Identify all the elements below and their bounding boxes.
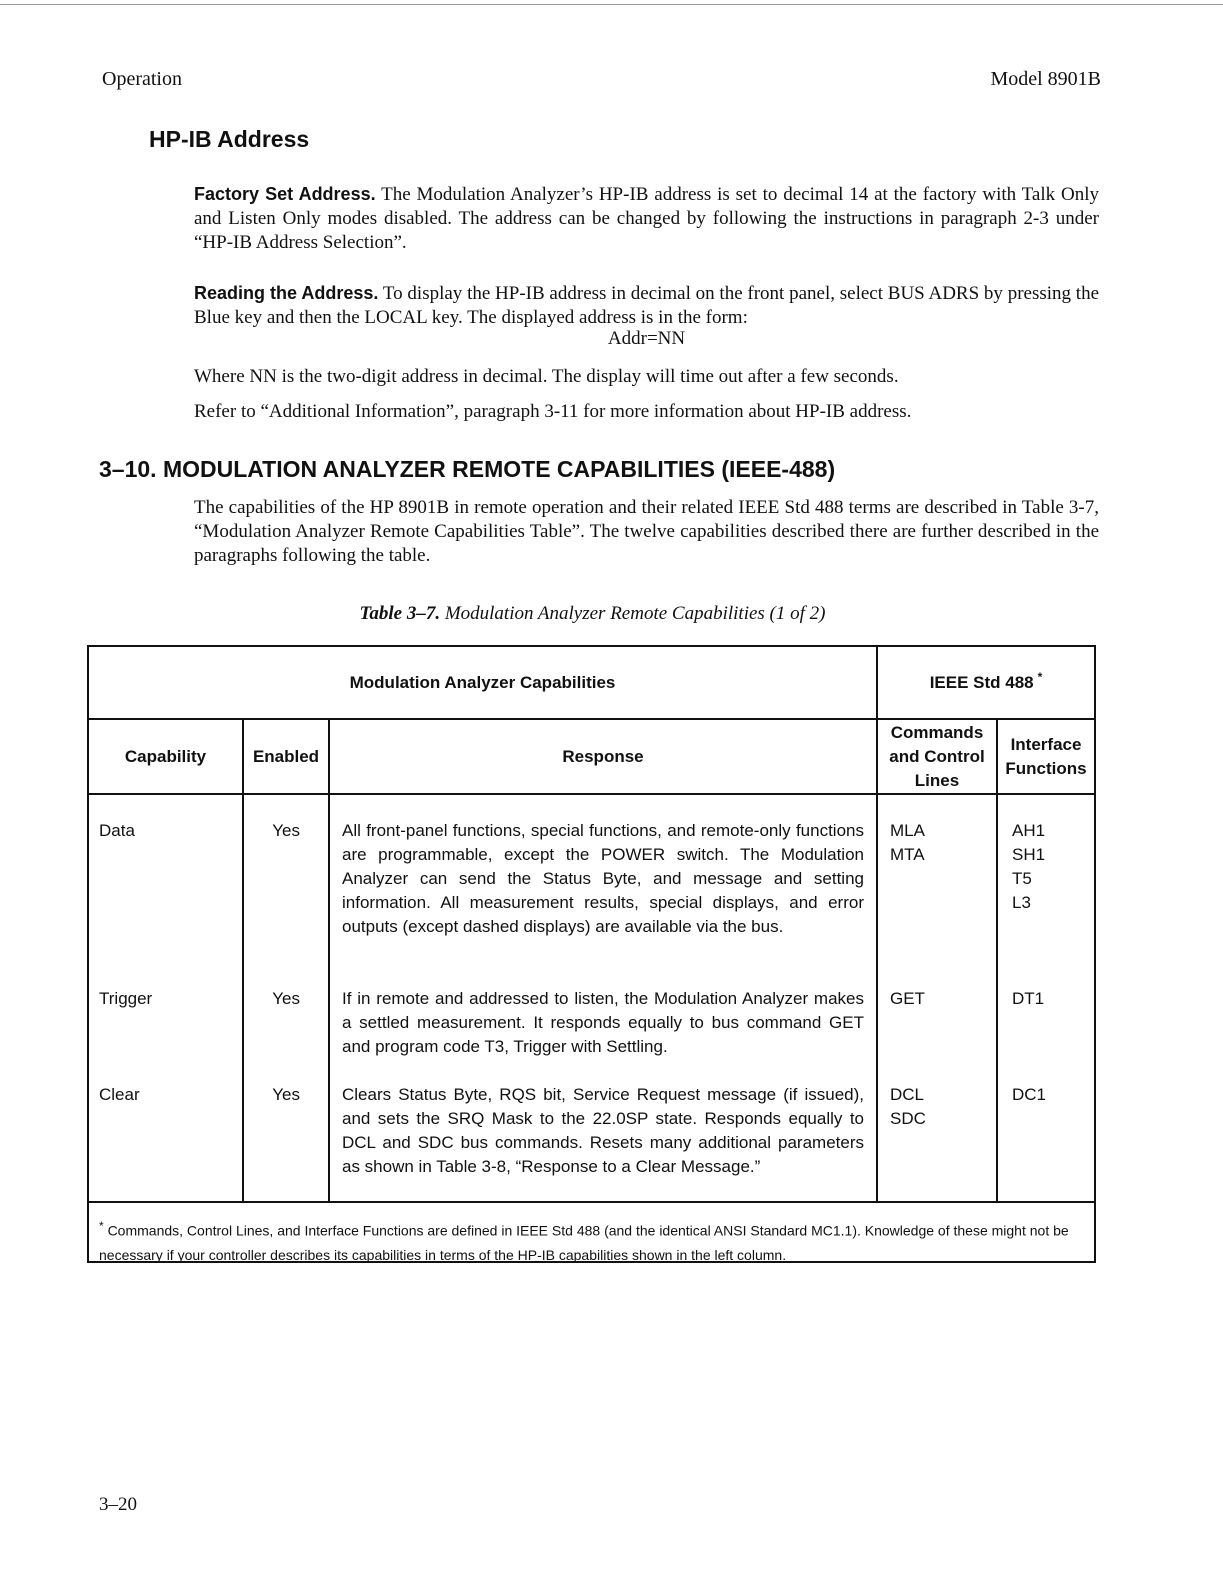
row-clear-response: Clears Status Byte, RQS bit, Service Request message (if issued), and sets the SRQ Mask to the 22.0SP state. Responds equally to DCL and SDC bus commands. Resets many additional parameters as shown in Table 3-8, “Response to a Clear Message.” — [342, 1085, 864, 1176]
interface-item: SH1 — [1012, 845, 1046, 864]
table-caption-text: Modulation Analyzer Remote Capabilities (1 of 2) — [444, 603, 826, 624]
row-trigger-capability: Trigger — [99, 989, 153, 1008]
running-header-right: Model 8901B — [990, 68, 1101, 90]
interface-item: AH1 — [1012, 821, 1046, 840]
row-trigger-response: If in remote and addressed to listen, the Modulation Analyzer makes a settled measurement. It responds equally to bus command GET and program code T3, Trigger with Settling. — [342, 989, 864, 1056]
factory-set-text: The Modulation Analyzer’s HP-IB address is set to decimal 14 at the factory with Talk Only and Listen Only modes disabled. The address can be changed by following the instructions in paragraph 2-3 under “HP-IB Address Selection”. — [194, 184, 1099, 253]
group-header-ieee-label: IEEE Std 488 — [929, 672, 1034, 692]
row-data-commands — [890, 819, 990, 867]
display-form: Addr=NN — [607, 328, 686, 349]
row-trigger-commands — [890, 987, 990, 1011]
hpib-address-heading: HP-IB Address — [149, 126, 310, 152]
top-rule — [0, 4, 1223, 5]
footnote-text: Commands, Control Lines, and Interface Functions are defined in IEEE Std 488 (and the identical ANSI Standard MC1.1). Knowledge of these might not be necessary if your controller describes its capabilities in terms of the HP-IB capabilities shown in the left column. — [99, 1222, 1069, 1263]
row-clear-interface — [1012, 1083, 1092, 1107]
command-item: MLA — [890, 821, 925, 840]
factory-set-label: Factory Set Address. — [194, 184, 376, 204]
row-trigger-interface — [1012, 987, 1092, 1011]
footnote-mark: * — [99, 1219, 104, 1233]
interface-item: T5 — [1012, 869, 1032, 888]
col-header-capability: Capability — [124, 746, 207, 766]
row-data-interface — [1012, 819, 1092, 915]
page-number: 3–20 — [99, 1494, 137, 1515]
row-data-response: All front-panel functions, special functions, and remote-only functions are programmable, except the POWER switch. The Modulation Analyzer can send the Status Byte, and message and setting information. All measurement results, special displays, and error outputs (except dashed displays) are available via the bus. — [342, 821, 864, 936]
section-3-10-paragraph: The capabilities of the HP 8901B in remote operation and their related IEEE Std 488 terms are described in Table 3-7, “Modulation Analyzer Remote Capabilities Table”. The twelve capabilities described there are further described in the paragraphs following the table. — [194, 497, 1099, 566]
reading-address-label: Reading the Address. — [194, 283, 379, 303]
col-header-enabled: Enabled — [252, 746, 320, 766]
refer-paragraph: Refer to “Additional Information”, paragraph 3-11 for more information about HP-IB address. — [194, 401, 912, 422]
reading-address-text: To display the HP-IB address in decimal on the front panel, select BUS ADRS by pressing the Blue key and then the LOCAL key. The displayed address is in the form: — [194, 283, 1100, 328]
row-data-enabled: Yes — [272, 821, 300, 840]
rule-footnote — [89, 1201, 1094, 1203]
row-data-capability: Data — [99, 821, 135, 840]
running-header-left: Operation — [102, 68, 182, 90]
group-header-capabilities: Modulation Analyzer Capabilities — [349, 672, 616, 692]
table-footnote — [99, 1214, 1084, 1267]
group-header-ieee — [878, 647, 1094, 718]
col-header-response: Response — [562, 746, 644, 766]
command-item: MTA — [890, 845, 925, 864]
col-header-commands: Commands and Control Lines — [889, 722, 985, 790]
row-trigger-enabled: Yes — [272, 989, 300, 1008]
table-caption-label: Table 3–7. — [359, 603, 441, 624]
interface-item: DT1 — [1012, 989, 1045, 1008]
group-header-ieee-mark: * — [1037, 669, 1043, 684]
command-item: DCL — [890, 1085, 925, 1104]
command-item: GET — [890, 989, 925, 1008]
section-3-10-heading: 3–10. MODULATION ANALYZER REMOTE CAPABILITIES (IEEE-488) — [99, 456, 836, 482]
interface-item: DC1 — [1012, 1085, 1047, 1104]
rule-column-header — [89, 793, 1094, 795]
reading-address-paragraph — [194, 281, 1099, 330]
factory-set-paragraph — [194, 182, 1099, 255]
row-clear-capability: Clear — [99, 1085, 140, 1104]
table-caption — [0, 603, 1185, 625]
capabilities-table — [87, 645, 1096, 1263]
row-clear-enabled: Yes — [272, 1085, 300, 1104]
interface-item: L3 — [1012, 893, 1031, 912]
command-item: SDC — [890, 1109, 926, 1128]
rule-ieee-split — [876, 647, 878, 1201]
row-clear-commands — [890, 1083, 990, 1131]
col-header-interface: Interface Functions — [1005, 734, 1087, 778]
where-paragraph: Where NN is the two-digit address in decimal. The display will time out after a few seconds. — [194, 366, 899, 387]
